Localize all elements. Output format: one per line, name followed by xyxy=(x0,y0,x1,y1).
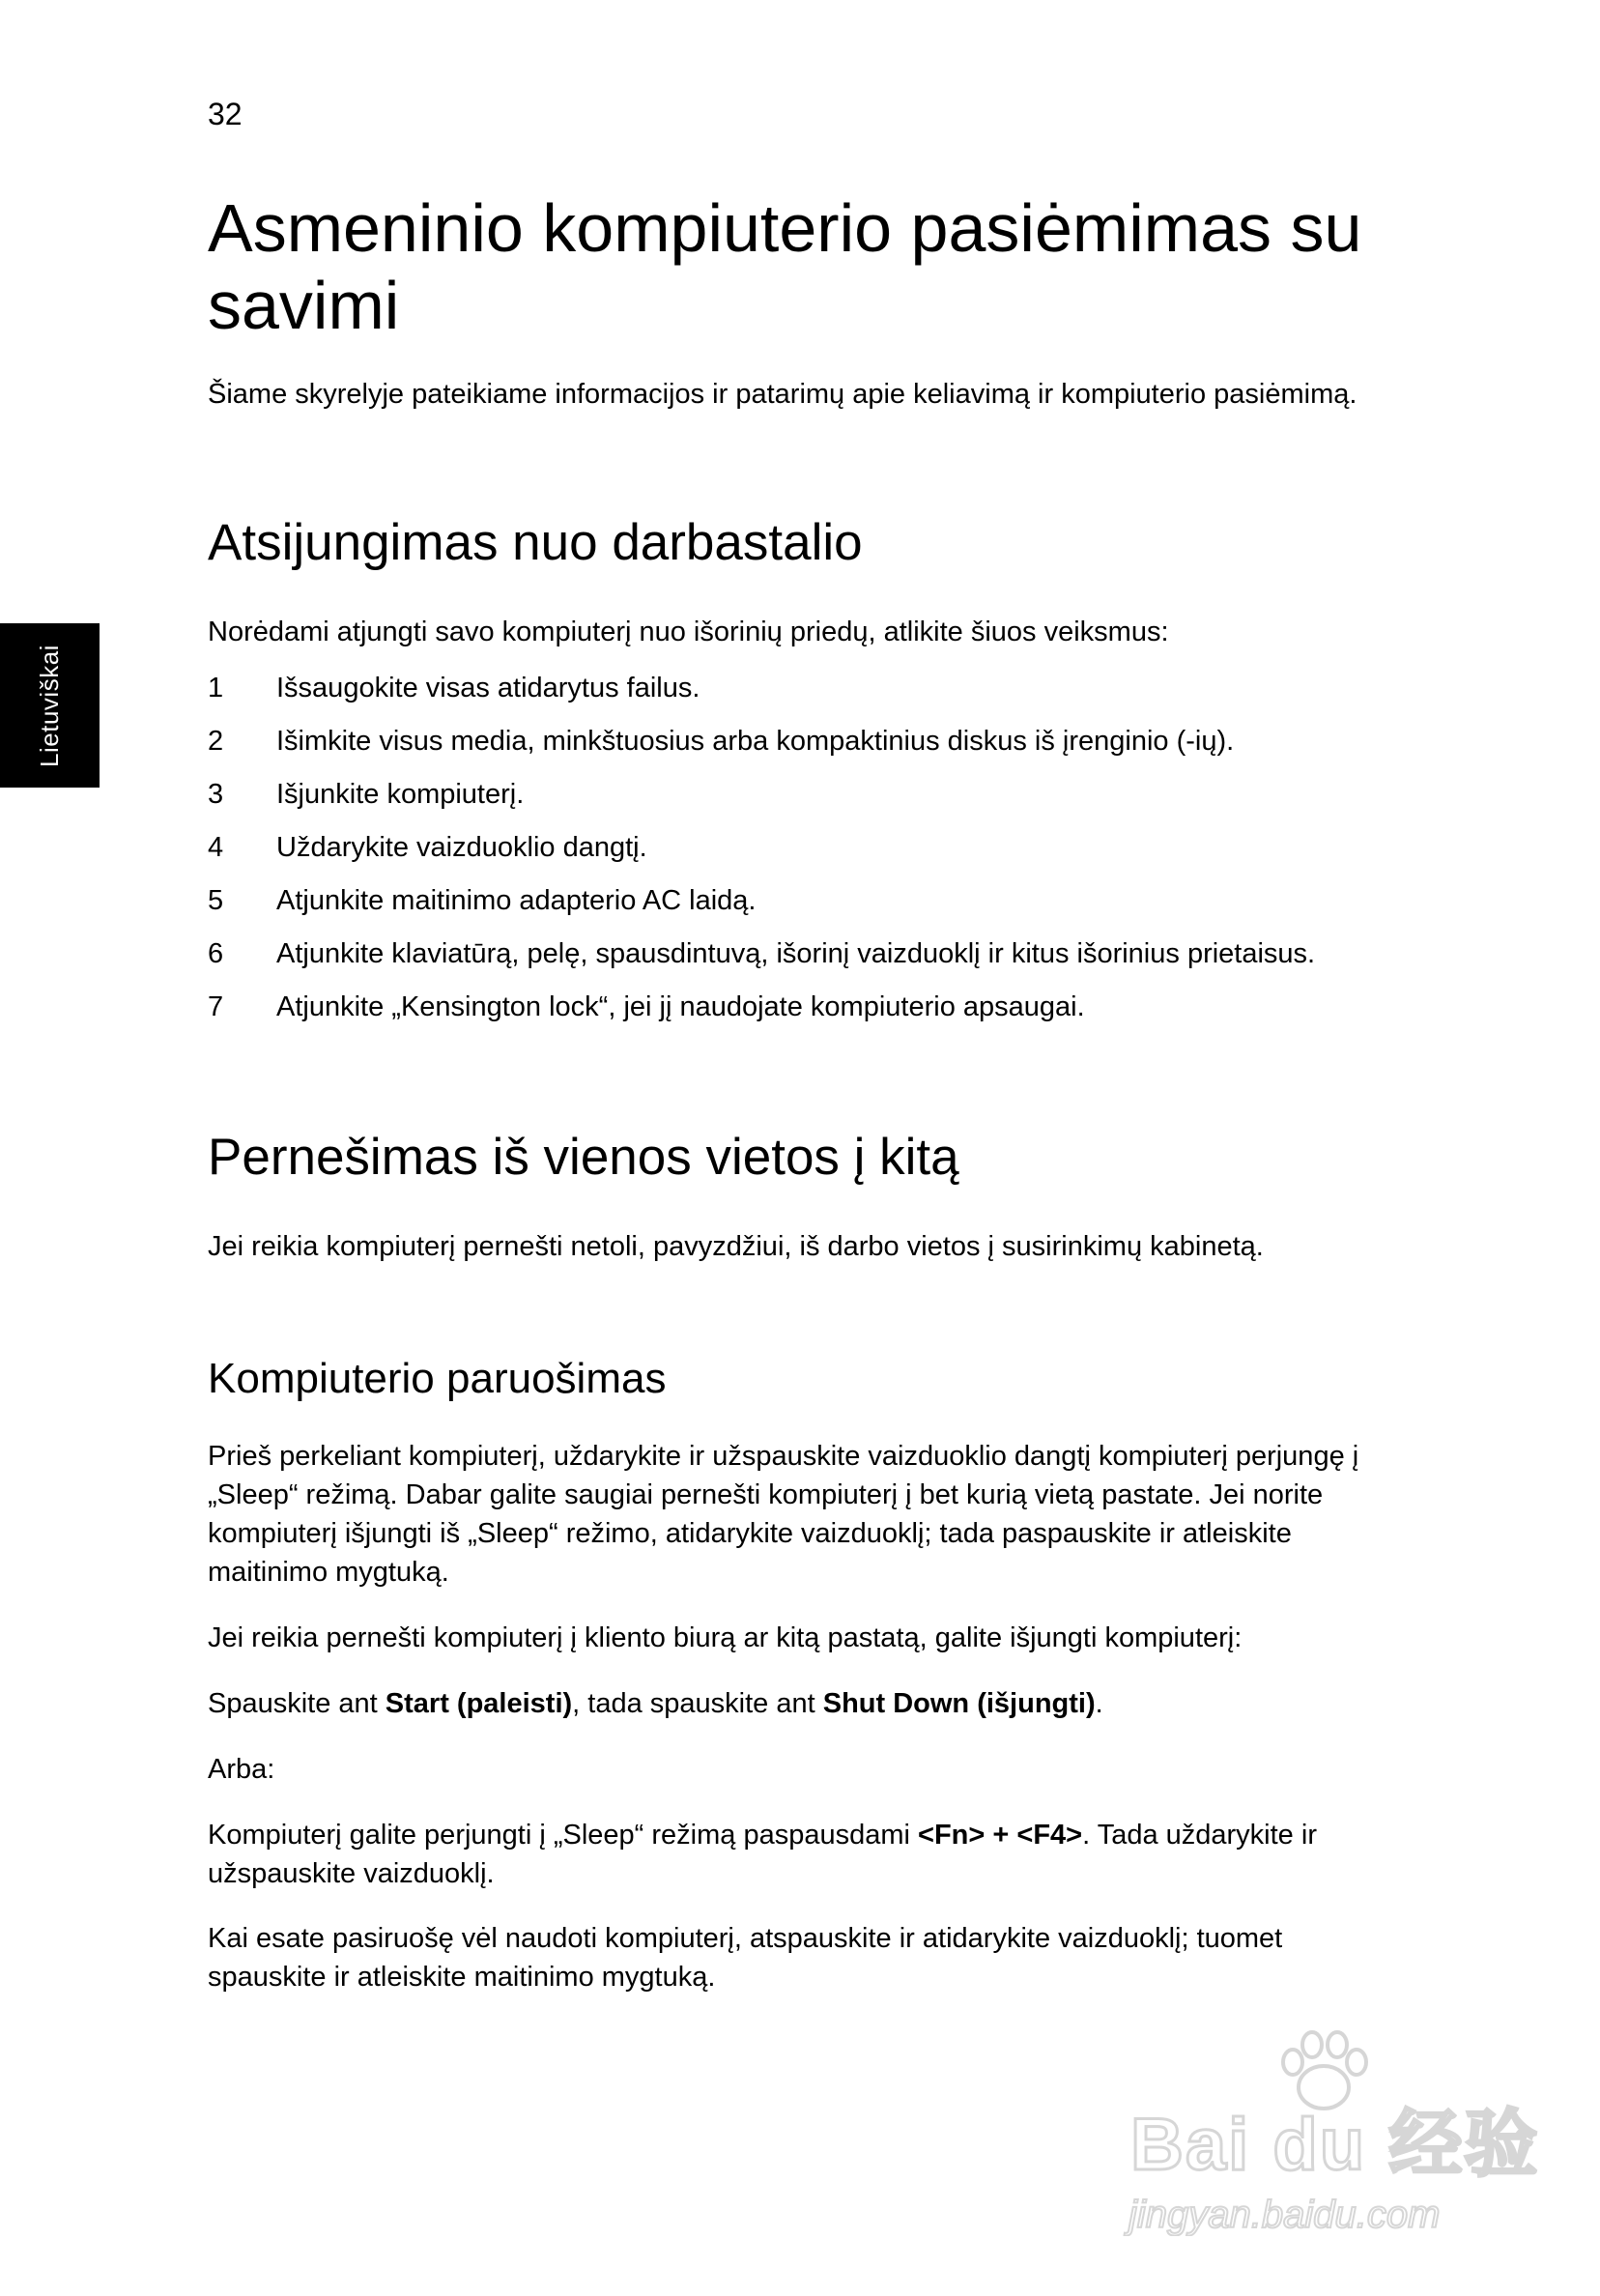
text-span: Kompiuterį galite perjungti į „Sleep“ režimą paspausdami xyxy=(208,1820,919,1851)
page-number: 32 xyxy=(208,97,243,131)
list-item xyxy=(208,722,1367,761)
step-text: Atjunkite maitinimo adapterio AC laidą. xyxy=(276,885,757,916)
section-lead-moving: Jei reikia kompiuterį pernešti netoli, pavyzdžiui, iš darbo vietos į susirinkimų kabinetą. xyxy=(208,1231,1264,1262)
list-item xyxy=(208,988,1367,1026)
step-text: Atjunkite „Kensington lock“, jei jį naudojate kompiuterio apsaugai. xyxy=(276,991,1085,1022)
text-span: , tada spauskite ant xyxy=(572,1688,823,1719)
step-text: Išimkite visus media, minkštuosius arba kompaktinius diskus iš įrenginio (-ių). xyxy=(276,726,1235,757)
baidu-watermark xyxy=(1121,2027,1540,2250)
preparing-paragraph-1: Prieš perkeliant kompiuterį, uždarykite ir užspauskite vaizduoklio dangtį kompiuterį perjungę į „Sleep“ režimą. Dabar galite saugiai pernešti kompiuterį į bet kurią vietą pastate. Jei norite kompiuterį išjungti iš „Sleep“ režimo, atidarykite vaizduoklį; tada paspauskite ir atleiskite maitinimo mygtuką. xyxy=(208,1441,1359,1588)
shutdown-term: Shut Down (išjungti) xyxy=(822,1688,1096,1719)
section-heading-disconnect: Atsijungimas nuo darbastalio xyxy=(208,514,863,571)
step-number: 4 xyxy=(208,832,224,863)
step-number: 7 xyxy=(208,991,224,1022)
step-text: Atjunkite klaviatūrą, pelę, spausdintuvą, išorinį vaizduoklį ir kitus išorinius prietaisus. xyxy=(276,938,1316,969)
preparing-paragraph-2: Jei reikia pernešti kompiuterį į kliento biurą ar kitą pastatą, galite išjungti kompiuterį: xyxy=(208,1622,1243,1653)
section-lead-disconnect: Norėdami atjungti savo kompiuterį nuo išorinių priedų, atlikite šiuos veiksmus: xyxy=(208,617,1169,647)
section-heading-moving: Pernešimas iš vienos vietos į kitą xyxy=(208,1129,959,1186)
preparing-paragraph-3 xyxy=(208,1684,1367,1723)
page-title: Asmeninio kompiuterio pasiėmimas su savimi xyxy=(208,190,1362,343)
step-number: 3 xyxy=(208,779,224,810)
preparing-paragraph-5 xyxy=(208,1816,1367,1893)
step-number: 1 xyxy=(208,673,224,703)
keyboard-shortcut: <Fn> + <F4> xyxy=(918,1820,1083,1851)
preparing-paragraph-4: Arba: xyxy=(208,1754,275,1785)
intro-paragraph: Šiame skyrelyje pateikiame informacijos ir patarimų apie keliavimą ir kompiuterio pasiėmimą. xyxy=(208,379,1357,410)
start-menu-term: Start (paleisti) xyxy=(385,1688,573,1719)
step-text: Uždarykite vaizduoklio dangtį. xyxy=(276,832,647,863)
watermark-brand: Bai du 经验 xyxy=(1130,2104,1540,2186)
watermark-domain: jingyan.baidu.com xyxy=(1129,2194,1441,2236)
language-side-tab-label: Lietuviškai xyxy=(35,644,64,767)
disconnect-steps-list xyxy=(208,669,1367,1041)
list-item xyxy=(208,669,1367,707)
step-text: Išsaugokite visas atidarytus failus. xyxy=(276,673,700,703)
text-span: Spauskite ant xyxy=(208,1688,386,1719)
list-item xyxy=(208,934,1367,973)
list-item xyxy=(208,828,1367,867)
text-span: . Tada uždarykite ir užspauskite vaizduoklį. xyxy=(208,1820,1317,1889)
step-number: 5 xyxy=(208,885,224,916)
language-side-tab xyxy=(0,623,100,788)
step-number: 2 xyxy=(208,726,224,757)
section-heading-preparing: Kompiuterio paruošimas xyxy=(208,1355,667,1402)
text-span: . xyxy=(1095,1688,1103,1719)
preparing-paragraph-6: Kai esate pasiruošę vėl naudoti kompiuterį, atspauskite ir atidarykite vaizduoklį; tuomet spauskite ir atleiskite maitinimo mygtuką. xyxy=(208,1923,1283,1993)
paw-icon xyxy=(1266,2027,1382,2114)
list-item xyxy=(208,775,1367,814)
step-text: Išjunkite kompiuterį. xyxy=(276,779,525,810)
step-number: 6 xyxy=(208,938,224,969)
list-item xyxy=(208,881,1367,920)
